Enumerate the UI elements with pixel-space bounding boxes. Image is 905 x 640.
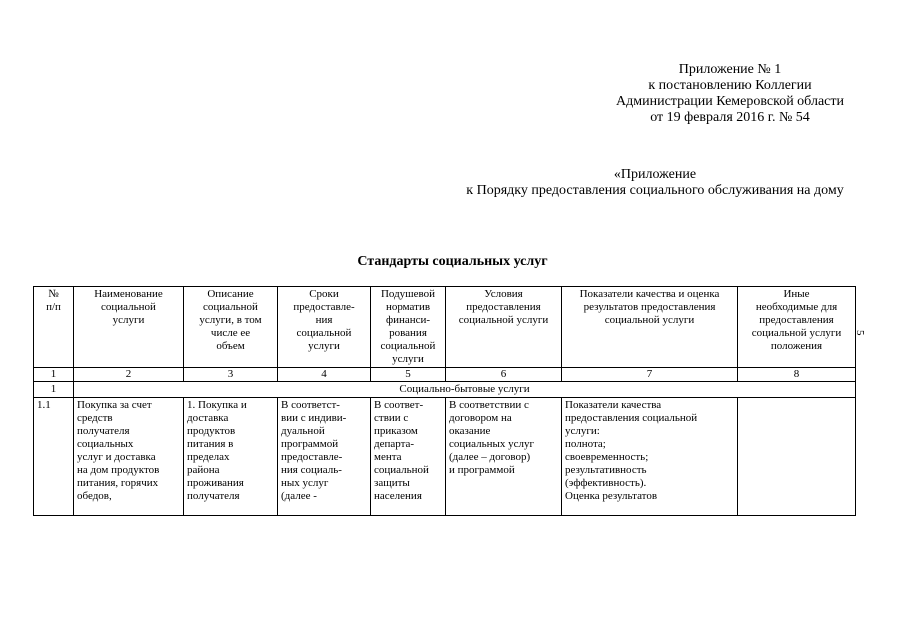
column-number: 3 (184, 368, 278, 382)
column-number: 7 (562, 368, 738, 382)
section-number: 1 (34, 382, 74, 398)
header-cell: № п/п (34, 287, 74, 368)
row-cell: 1.1 (34, 398, 74, 516)
row-cell: Показатели качества предоставления социальной услуги: полнота; своевременность; результативность (эффективность). Оценка результатов (562, 398, 738, 516)
column-number: 1 (34, 368, 74, 382)
standards-table (33, 286, 856, 516)
header-cell: Подушевой норматив финанси- рования социальной услуги (371, 287, 446, 368)
header-row (34, 287, 856, 368)
appendix-block-1 (600, 62, 860, 126)
column-number: 8 (738, 368, 856, 382)
table-row (34, 398, 856, 516)
appendix2-line: к Порядку предоставления социального обслуживания на дому (466, 183, 844, 198)
row-cell: В соответ- ствии с приказом департа- мента социальной защиты населения (371, 398, 446, 516)
row-cell: В соответствии с договором на оказание социальных услуг (далее – договор) и программой (446, 398, 562, 516)
header-cell: Описание социальной услуги, в том числе ее объем (184, 287, 278, 368)
row-cell: 1. Покупка и доставка продуктов питания в пределах района проживания получателя (184, 398, 278, 516)
appendix1-line: к постановлению Коллегии (648, 78, 812, 93)
section-row (34, 382, 856, 398)
column-number: 6 (446, 368, 562, 382)
row-cell: В соответст- вии с индиви- дуальной программой предоставле- ния социаль- ных услуг (далее - (278, 398, 371, 516)
appendix1-line: от 19 февраля 2016 г. № 54 (650, 110, 810, 125)
column-number: 4 (278, 368, 371, 382)
appendix1-line: Администрации Кемеровской области (616, 94, 844, 109)
appendix-block-2 (440, 167, 870, 199)
header-cell: Сроки предоставле- ния социальной услуги (278, 287, 371, 368)
page-number: 5 (854, 330, 866, 336)
header-cell: Наименование социальной услуги (74, 287, 184, 368)
row-cell: Покупка за счет средств получателя социальных услуг и доставка на дом продуктов питания, горячих обедов, (74, 398, 184, 516)
document-title: Стандарты социальных услуг (357, 254, 548, 269)
section-label: Социально-бытовые услуги (74, 382, 856, 398)
column-number-row (34, 368, 856, 382)
column-number: 2 (74, 368, 184, 382)
header-cell: Показатели качества и оценка результатов предоставления социальной услуги (562, 287, 738, 368)
column-number: 5 (371, 368, 446, 382)
row-cell (738, 398, 856, 516)
header-cell: Иные необходимые для предоставления социальной услуги положения (738, 287, 856, 368)
appendix1-line: Приложение № 1 (678, 62, 782, 77)
header-cell: Условия предоставления социальной услуги (446, 287, 562, 368)
appendix2-line: «Приложение (613, 167, 697, 182)
